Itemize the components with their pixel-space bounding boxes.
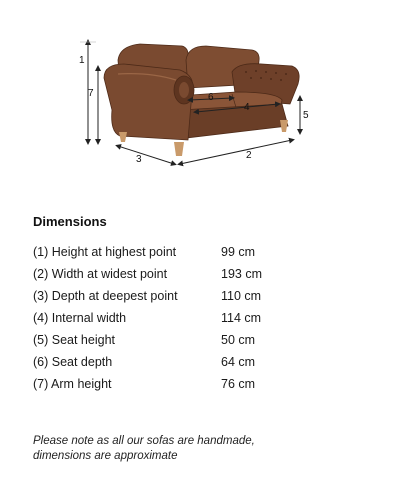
dimension-value: 76 cm: [221, 377, 256, 391]
dimension-row-depth: [33, 287, 363, 309]
dimension-label: (3) Depth at deepest point: [33, 289, 178, 303]
dimension-row-seat-depth: [33, 353, 363, 375]
dimension-row-internal-width: [33, 309, 363, 331]
dimension-label: (2) Width at widest point: [33, 267, 168, 281]
dimensions-title: Dimensions: [33, 214, 107, 229]
width-number: 2: [246, 150, 252, 161]
width-dimension-line: [180, 140, 292, 164]
dimension-value: 114 cm: [221, 311, 262, 325]
dimension-value: 50 cm: [221, 333, 256, 347]
dimension-label: (6) Seat depth: [33, 355, 113, 369]
sofa-illustration: [104, 44, 299, 156]
dimension-label: (5) Seat height: [33, 333, 115, 347]
dimension-row-seat-height: [33, 331, 363, 353]
dimension-value: 110 cm: [221, 289, 262, 303]
sofa-dimension-diagram: [0, 0, 400, 200]
depth-number: 3: [136, 154, 142, 165]
depth-dimension-line: [118, 146, 174, 164]
arm-height-number: 7: [88, 88, 94, 99]
dimension-label: (7) Arm height: [33, 377, 112, 391]
dimension-label: (1) Height at highest point: [33, 245, 177, 259]
handmade-note: [33, 434, 363, 464]
dimension-row-height: [33, 243, 363, 265]
dimension-label: (4) Internal width: [33, 311, 127, 325]
note-line-1: Please note as all our sofas are handmade,: [33, 435, 255, 447]
dimension-row-width: [33, 265, 363, 287]
internal-width-number: 4: [244, 102, 250, 113]
dimension-value: 99 cm: [221, 245, 256, 259]
seat-height-number: 5: [303, 110, 309, 121]
seat-depth-number: 6: [208, 92, 214, 103]
dimension-row-arm-height: [33, 375, 363, 397]
dimension-value: 193 cm: [221, 267, 262, 281]
dimension-value: 64 cm: [221, 355, 256, 369]
height-number: 1: [79, 55, 85, 66]
note-line-2: dimensions are approximate: [33, 450, 178, 462]
dimensions-table: [33, 243, 363, 397]
